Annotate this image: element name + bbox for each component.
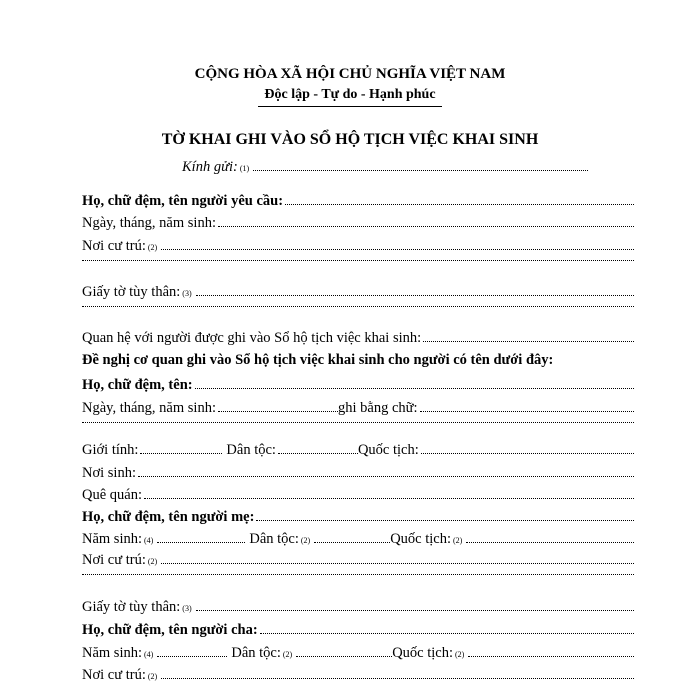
mother-birth-year-label: Năm sinh: — [82, 531, 143, 547]
requester-dob-line[interactable] — [82, 214, 634, 232]
mother-residence-line-2[interactable] — [82, 574, 634, 579]
requester-name-line[interactable] — [82, 192, 634, 210]
mother-residence-field-2[interactable] — [82, 574, 634, 575]
child-gender-field[interactable] — [140, 453, 222, 454]
recipient-label: Kính gửi: — [182, 159, 238, 175]
father-name-line[interactable] — [82, 621, 634, 639]
recipient-line[interactable]: Kính gửi: (1) — [182, 158, 588, 176]
mother-id-field[interactable] — [196, 610, 634, 611]
father-residence-field[interactable] — [161, 678, 634, 679]
requester-dob-field[interactable] — [218, 226, 634, 227]
requester-name-label: Họ, chữ đệm, tên người yêu cầu: — [82, 193, 284, 209]
mother-id-line[interactable]: Giấy tờ tùy thân: (3) — [82, 598, 634, 616]
mother-name-field[interactable] — [256, 520, 634, 521]
child-nationality-label: Quốc tịch: — [357, 442, 419, 458]
requester-relation-label: Quan hệ với người được ghi vào Sổ hộ tịch việc khai sinh: — [82, 330, 422, 346]
mother-ethnicity-label: Dân tộc: — [249, 531, 299, 547]
child-birthplace-line[interactable] — [82, 464, 634, 482]
child-ethnicity-label: Dân tộc: — [226, 442, 276, 458]
request-statement-text: Đề nghị cơ quan ghi vào Sổ hộ tịch việc khai sinh cho người có tên dưới đây: — [82, 352, 554, 368]
nation-heading: CỘNG HÒA XÃ HỘI CHỦ NGHĨA VIỆT NAM — [194, 66, 506, 82]
child-birthplace-field[interactable] — [138, 476, 634, 477]
child-birthplace-label: Nơi sinh: — [82, 465, 136, 481]
requester-residence-line-2[interactable] — [82, 260, 634, 265]
child-dob-field[interactable] — [218, 411, 338, 412]
mother-nationality-label: Quốc tịch: — [390, 531, 452, 547]
child-name-field[interactable] — [195, 388, 634, 389]
requester-id-line-2[interactable] — [82, 306, 634, 311]
requester-residence-line[interactable]: Nơi cư trú: (2) — [82, 237, 634, 255]
mother-name-label: Họ, chữ đệm, tên người mẹ: — [82, 509, 255, 525]
father-residence-label: Nơi cư trú: — [82, 667, 146, 683]
motto: Độc lập - Tự do - Hạnh phúc — [264, 87, 436, 102]
child-dob-line-2[interactable] — [82, 422, 634, 427]
child-dob-words-label: ghi bằng chữ: — [337, 400, 418, 416]
mother-id-label: Giấy tờ tùy thân: — [82, 599, 181, 615]
father-nationality-field[interactable] — [468, 656, 634, 657]
child-demographics-line[interactable] — [82, 441, 634, 459]
father-details-line[interactable]: Năm sinh: (4) Dân tộc: (2) Quốc tịch: (2) — [82, 644, 634, 662]
request-statement — [82, 351, 634, 369]
requester-residence-label: Nơi cư trú: — [82, 238, 146, 254]
mother-ethnicity-field[interactable] — [314, 542, 390, 543]
child-dob-label: Ngày, tháng, năm sinh: — [82, 400, 216, 416]
child-gender-label: Giới tính: — [82, 442, 139, 458]
child-hometown-line[interactable] — [82, 486, 634, 504]
mother-birth-year-field[interactable] — [157, 542, 245, 543]
child-dob-words-field-2[interactable] — [82, 422, 634, 423]
mother-residence-label: Nơi cư trú: — [82, 552, 146, 568]
motto-underline — [258, 106, 442, 107]
father-name-label: Họ, chữ đệm, tên người cha: — [82, 622, 258, 638]
child-hometown-field[interactable] — [144, 498, 634, 499]
requester-id-field[interactable] — [196, 295, 634, 296]
mother-details-line[interactable]: Năm sinh: (4) Dân tộc: (2) Quốc tịch: (2) — [82, 530, 634, 548]
child-dob-words-field[interactable] — [420, 411, 634, 412]
requester-relation-line[interactable] — [82, 329, 634, 347]
child-dob-line[interactable] — [82, 399, 634, 417]
child-ethnicity-field[interactable] — [278, 453, 358, 454]
father-birth-year-label: Năm sinh: — [82, 645, 143, 661]
father-ethnicity-field[interactable] — [296, 656, 392, 657]
mother-residence-line[interactable]: Nơi cư trú: (2) — [82, 551, 634, 569]
form-title: TỜ KHAI GHI VÀO SỔ HỘ TỊCH VIỆC KHAI SINH — [161, 131, 539, 148]
child-hometown-label: Quê quán: — [82, 487, 142, 503]
requester-id-line[interactable]: Giấy tờ tùy thân: (3) — [82, 283, 634, 301]
father-residence-line[interactable]: Nơi cư trú: (2) — [82, 666, 634, 684]
requester-relation-field[interactable] — [423, 341, 634, 342]
father-ethnicity-label: Dân tộc: — [231, 645, 281, 661]
father-birth-year-field[interactable] — [157, 656, 227, 657]
recipient-field[interactable] — [253, 170, 588, 171]
child-name-line[interactable] — [82, 376, 634, 394]
mother-residence-field[interactable] — [161, 563, 634, 564]
requester-id-field-2[interactable] — [82, 306, 634, 307]
child-name-label: Họ, chữ đệm, tên: — [82, 377, 193, 393]
father-name-field[interactable] — [260, 633, 634, 634]
father-nationality-label: Quốc tịch: — [392, 645, 454, 661]
mother-name-line[interactable] — [82, 508, 634, 526]
requester-name-field[interactable] — [285, 204, 634, 205]
requester-id-label: Giấy tờ tùy thân: — [82, 284, 181, 300]
mother-nationality-field[interactable] — [466, 542, 634, 543]
requester-residence-field[interactable] — [161, 249, 634, 250]
child-nationality-field[interactable] — [421, 453, 634, 454]
requester-dob-label: Ngày, tháng, năm sinh: — [82, 215, 216, 231]
requester-residence-field-2[interactable] — [82, 260, 634, 261]
